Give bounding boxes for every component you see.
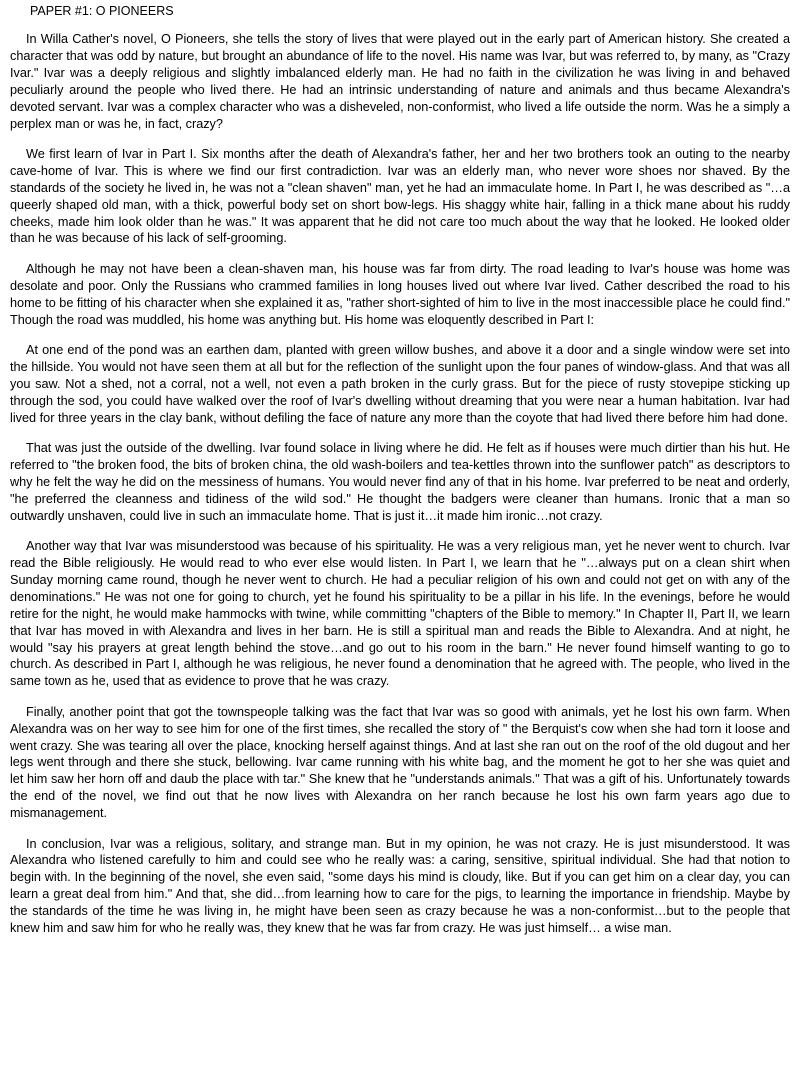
document-title: PAPER #1: O PIONEERS	[30, 4, 174, 18]
document-body	[10, 31, 790, 937]
document-page	[10, 3, 790, 951]
block-quote-dwelling: At one end of the pond was an earthen dam, planted with green willow bushes, and above it a door and a single window were set into the hillside. You would not have seen them at all but for the reflection of the sunlight upon the four panes of window-glass. And that was all you saw. Not a shed, not a corral, not a well, not even a path broken in the curly grass. But for the piece of rusty stovepipe sticking up through the sod, you could have walked over the roof of Ivar's dwelling without dreaming that you were near a human habitation. Ivar had lived for three years in the clay bank, without defiling the face of nature any more than the coyote that had lived there before him had done.	[10, 343, 790, 425]
paragraph-home: Although he may not have been a clean-shaven man, his house was far from dirty. The road leading to Ivar's house was home was desolate and poor. Only the Russians who crammed families in long houses lived out where Ivar lived. Cather described the road to his home to be fitting of his character when she explained it as, "rather short-sighted of him to live in the most inaccessible place he could find." Though the road was muddled, his home was anything but. His home was eloquently described in Part I:	[10, 261, 790, 327]
paragraph-spirituality: Another way that Ivar was misunderstood was because of his spirituality. He was a very religious man, yet he never went to church. Ivar read the Bible religiously. He would read to who ever else would listen. In Part I, we learn that he "…always put on a clean shirt when Sunday morning came round, though he never went to church. He had a peculiar religion of his own and could not get on with any of the denominations." He was not one for going to church, yet he found his spirituality to be a pillar in his life. In the evenings, before he would retire for the night, he would make hammocks with twine, while committing "chapters of the Bible to memory." In Chapter II, Part II, we learn that Ivar has moved in with Alexandra and lives in her barn. He is still a spiritual man and reads the Bible to Alexandra. And at night, he would "say his prayers at great length behind the stove…and go out to his room in the barn." He never found himself wanting to go to church. As described in Part I, although he was religious, he never found a denomination that he agreed with. The people, who lived in the same town as he, used that as evidence to prove that he was crazy.	[10, 539, 790, 689]
paragraph-first-impression: We first learn of Ivar in Part I. Six months after the death of Alexandra's father, her and her two brothers took an outing to the nearby cave-home of Ivar. This is where we find our first contradiction. Ivar was an elderly man, who never wore shoes nor shaved. By the standards of the society he lived in, he was not a "clean shaven" man, yet he had an immaculate home. In Part I, he was described as "…a queerly shaped old man, with a thick, powerful body set on short bow-legs. His shaggy white hair, falling in a thick mane about his ruddy cheeks, made him look older than he was." It was apparent that he did not care too much about the way that he looked. He looked older than he was because of his lack of self-grooming.	[10, 146, 790, 246]
paragraph-introduction: In Willa Cather's novel, O Pioneers, she tells the story of lives that were played out in the early part of American history. She created a character that was odd by nature, but brought an abundance of life to the novel. His name was Ivar, but was referred to, by many, as "Crazy Ivar." Ivar was a deeply religious and slightly imbalanced elderly man. He had no faith in the civilization he was living in and behaved peculiarly around the people who lived there. He had an intrinsic understanding of nature and animals and thus became Alexandra's devoted servant. Ivar was a complex character who was a disheveled, non-conformist, who lived a life outside the norm. Was he a simply a perplex man or was he, in fact, crazy?	[10, 32, 790, 131]
paragraph-conclusion: In conclusion, Ivar was a religious, solitary, and strange man. But in my opinion, he was not crazy. He is just misunderstood. It was Alexandra who listened carefully to him and could see who he really was: a caring, sensitive, spiritual individual. She had that notion to begin with. In the beginning of the novel, she even said, "some days his mind is cloudy, like. But if you can get him on a clear day, you can learn a great deal from him." And that, she did…from learning how to care for the pigs, to learning the importance in friendship. Maybe by the standards of the time he was living in, he might have been seen as crazy because he was a non-conformist…but to the people that knew him and saw him for who he really was, they knew that he was far from crazy. He was just himself… a wise man.	[10, 836, 790, 936]
paragraph-animals: Finally, another point that got the townspeople talking was the fact that Ivar was so good with animals, yet he lost his own farm. When Alexandra was on her way to see him for one of the first times, she recalled the story of " the Berquist's cow when she had torn it loose and went crazy. She was tearing all over the place, knocking herself against things. And at last she ran out on the roof of the old dugout and her legs went through and there she stuck, bellowing. Ivar came running with his white bag, and the moment he got to her she was quiet and let him saw her horn off and daub the place with tar." She knew that he "understands animals." That was a gift of his. Unfortunately towards the end of the novel, we find out that he now lives with Alexandra on her ranch because he lost his own farm years ago due to mismanagement.	[10, 704, 790, 821]
paragraph-dwelling: That was just the outside of the dwelling. Ivar found solace in living where he did. He felt as if houses were much dirtier than his hut. He referred to "the broken food, the bits of broken china, the old wash-boilers and tea-kettles thrown into the sunflower patch" as descriptors to why he felt the way he did on the messiness of humans. You would never find any of that in his home. Ivar preferred to be neat and orderly, "he preferred the cleanness and tidiness of the wild sod." He thought the badgers were cleaner than humans. Ironic that a man so outwardly unshaven, could live in such an immaculate home. That is just it…it made him ironic…not crazy.	[10, 441, 790, 523]
